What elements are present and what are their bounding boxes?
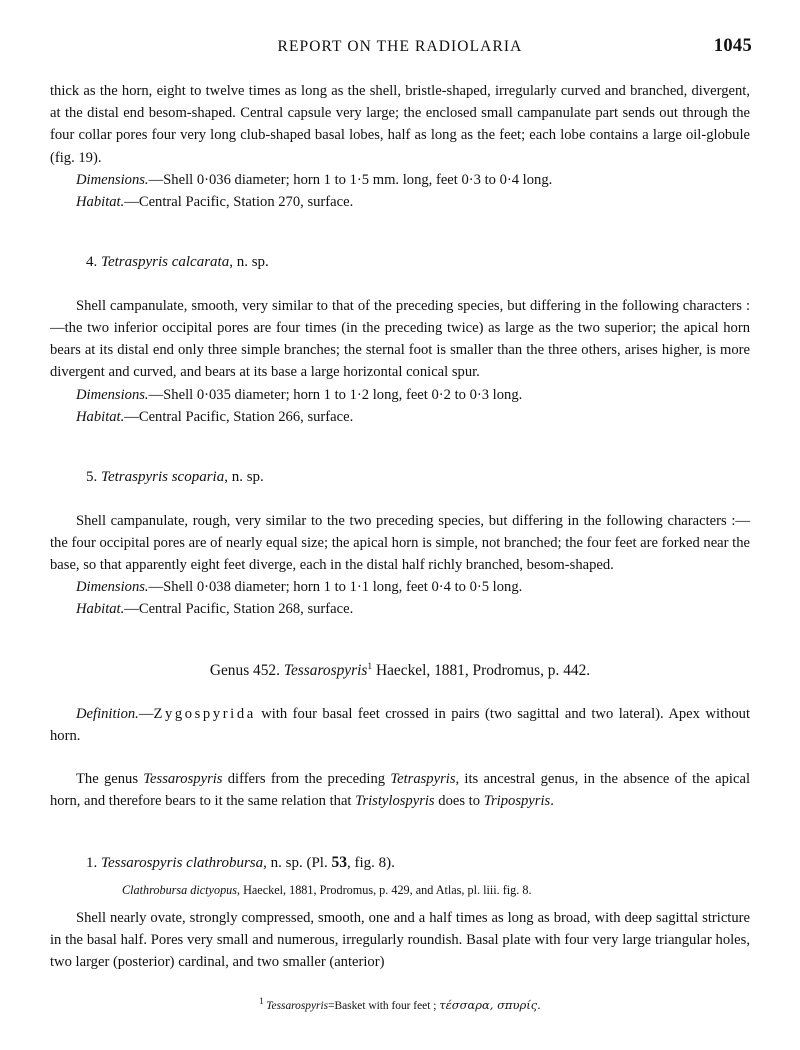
footnote-greek: τέσσαρα, σπυρίς. [439,998,541,1012]
spacer [50,747,750,768]
running-head: REPORT ON THE RADIOLARIA [277,38,523,55]
page-body [50,80,750,973]
spacer [50,213,750,251]
habitat-text: —Central Pacific, Station 268, surface. [124,601,354,618]
synonym-name: Clathrobursa dictyopus [122,883,237,898]
dimensions-line-1 [50,169,750,191]
definition-paragraph [50,703,750,747]
text-fragment: . [550,793,554,810]
species-suffix: , n. sp. [229,254,269,271]
habitat-label: Habitat. [76,193,125,210]
text-fragment: , its ancestral genus, in the absence of the apical horn, and therefore bears to it the same relation that [50,771,750,810]
dimensions-text: —Shell 0·035 diameter; horn 1 to 1·2 long, feet 0·2 to 0·3 long. [148,386,523,403]
paragraph-continuation: thick as the horn, eight to twelve times as long as the shell, bristle-shaped, irregularly curved and branched, divergent, at the distal end besom-shaped. Central capsule very large; the enclosed small campanulate part sends out through the four collar pores four very long club-shaped basal lobes, half as long as the feet; each lobe contains a large oil-globule (fig. 19). [50,83,750,166]
taxon-name: Tessarospyris [143,771,223,788]
species-heading-4 [86,251,750,274]
dimensions-text: —Shell 0·036 diameter; horn 1 to 1·5 mm. long, feet 0·3 to 0·4 long. [148,171,553,188]
species-suffix: , n. sp. [224,468,264,485]
habitat-line-1 [50,191,750,213]
dimensions-line-3 [50,576,750,598]
spacer [50,813,750,851]
taxon-name: Tetraspyris [390,771,456,788]
footnote-marker: 1 [367,661,373,672]
species-name: Tetraspyris scoparia [101,468,225,485]
paragraph-species-5: Shell campanulate, rough, very similar to the two preceding species, but differing in the following characters :—the four occipital pores are of nearly equal size; the apical horn is simple, not branched; the four feet are forked near the base, so that apparently eight feet diverge, each in the distal half richly branched, besom-shaped. [50,512,750,573]
definition-dash: — [138,705,154,722]
dimensions-label: Dimensions. [76,171,149,188]
footnote [50,998,750,1012]
species-suffix-end: , fig. 8). [346,854,395,871]
spacer [50,874,750,881]
synonym-reference [122,881,750,900]
species-number: 4. [86,254,101,271]
footnote-text: =Basket with four feet ; [328,1000,440,1012]
text-fragment: does to [434,793,484,810]
habitat-label: Habitat. [76,408,125,425]
plate-number: 53 [331,853,347,871]
definition-label: Definition. [76,705,139,722]
species-suffix: , n. sp. (Pl. [263,854,332,871]
dimensions-label: Dimensions. [76,386,149,403]
species-name: Tessarospyris clathrobursa [101,854,264,871]
footnote-number: 1 [259,997,267,1008]
definition-text: with four basal feet crossed in pairs (two sagittal and two lateral). Apex without horn. [50,705,750,745]
footnote-taxon: Tessarospyris [266,1000,329,1012]
habitat-label: Habitat. [76,601,125,618]
taxon-name: Tripospyris [483,793,551,810]
habitat-text: —Central Pacific, Station 270, surface. [124,193,354,210]
paragraph-species-4: Shell campanulate, smooth, very similar to that of the preceding species, but differing in the following characters :—the two inferior occipital pores are four times (in the preceding twice) as large as the two superior; the apical horn bears at its distal end only three simple branches; the sternal foot is smaller than the three others, arises higher, is more divergent and curved, and bears at its base a large horizontal conical spur. [50,297,750,381]
species-name: Tetraspyris calcarata [101,254,230,271]
spacer [50,621,750,659]
habitat-line-3 [50,598,750,620]
page-number: 1045 [713,36,752,56]
paragraph-species-6: Shell nearly ovate, strongly compressed, smooth, one and a half times as long as broad, with deep sagittal stricture in the basal half. Pores very small and numerous, irregularly roundish. Basal plate with four very large triangular holes, two larger (posterior) cardinal, and two smaller (anterior) [50,909,750,971]
genus-name: Tessarospyris [283,661,368,679]
spacer [50,900,750,907]
synonym-citation: , Haeckel, 1881, Prodromus, p. 429, and Atlas, pl. liii. fig. 8. [237,883,532,898]
dimensions-line-2 [50,384,750,406]
genus-prefix: Genus 452. [209,661,284,679]
page-header [0,38,800,62]
spacer [50,489,750,510]
genus-heading [50,659,750,682]
habitat-text: —Central Pacific, Station 266, surface. [124,408,354,425]
genus-suffix: Haeckel, 1881, Prodromus, p. 442. [372,661,591,679]
dimensions-label: Dimensions. [76,579,149,596]
habitat-line-2 [50,406,750,428]
species-number: 1. [86,854,101,871]
species-heading-5 [86,466,750,489]
species-heading-6 [86,851,750,875]
spacer [50,274,750,295]
definition-taxon: Zygospyrida [153,705,256,722]
text-fragment: The genus [76,771,144,788]
text-fragment: differs from the preceding [222,771,391,788]
spacer [50,682,750,703]
species-number: 5. [86,468,101,485]
taxon-name: Tristylospyris [355,793,435,810]
genus-discussion-paragraph [50,768,750,812]
dimensions-text: —Shell 0·038 diameter; horn 1 to 1·1 long, feet 0·4 to 0·5 long. [148,579,523,596]
spacer [50,428,750,466]
